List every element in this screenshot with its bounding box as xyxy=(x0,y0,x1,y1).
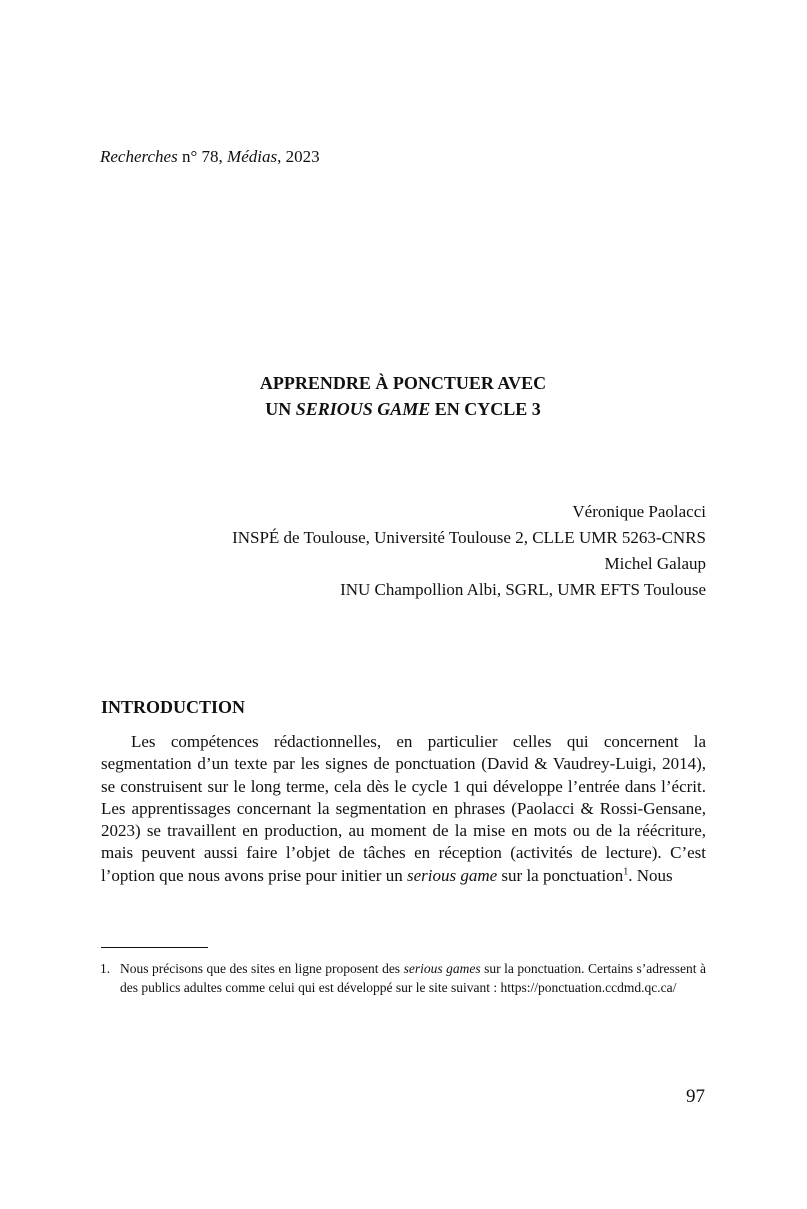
body-paragraph xyxy=(101,731,706,887)
title-line-2-suffix: EN CYCLE 3 xyxy=(430,399,541,419)
paragraph-text: . Nous xyxy=(628,865,673,885)
footnote xyxy=(100,960,706,997)
issue-theme: Médias xyxy=(227,147,278,166)
running-head xyxy=(100,147,320,167)
journal-name: Recherches xyxy=(100,147,178,166)
paragraph-text: Les compétences rédactionnelles, en particulier celles qui concernent la segmentation d’un texte par les signes de ponctuation (David & Vaudrey-Luigi, 2014), se construisent sur le long terme, cela dès le cycle 1 qui développe l’entrée dans l’écrit. Les apprentissages concernant la segmentation en phrases (Paolacci & Rossi-Gensane, 2023) se travaillent en production, au moment de la mise en mots ou de la réécriture, mais peuvent aussi faire l’objet de tâches en réception (activités de lecture). C’est l’option que nous avons prise pour initier un xyxy=(101,732,706,885)
author-affiliation: INU Champollion Albi, SGRL, UMR EFTS Toulouse xyxy=(340,580,706,599)
footnote-text: Nous précisons que des sites en ligne proposent des xyxy=(120,961,404,976)
issue-year: , 2023 xyxy=(277,147,320,166)
title-line-1: APPRENDRE À PONCTUER AVEC xyxy=(259,373,547,393)
author-affiliation: INSPÉ de Toulouse, Université Toulouse 2, CLLE UMR 5263-CNRS xyxy=(232,528,706,547)
footnote-reference[interactable]: 1 xyxy=(623,866,629,878)
author-block xyxy=(232,499,706,603)
journal-number: n° 78, xyxy=(177,147,228,166)
paragraph-italic-term: serious game xyxy=(406,865,498,885)
article-title xyxy=(100,370,706,422)
title-line-2-prefix: UN xyxy=(265,399,296,419)
title-italic-term: SERIOUS GAME xyxy=(295,399,431,419)
paragraph-text: sur la ponctuation xyxy=(497,865,624,885)
author-name: Michel Galaup xyxy=(604,554,706,573)
footnote-text: sur la ponctuation. Certains s’adressent à des publics adultes comme celui qui est développé sur le site suivant : https://ponctuation.ccdmd.qc.ca/ xyxy=(120,961,706,995)
footnote-number: 1. xyxy=(100,961,111,976)
title-line-2 xyxy=(100,396,706,422)
author-name: Véronique Paolacci xyxy=(572,502,706,521)
footnote-italic-term: serious games xyxy=(403,961,481,976)
page-number: 97 xyxy=(686,1086,705,1107)
footnote-divider xyxy=(101,947,208,948)
section-heading: INTRODUCTION xyxy=(101,697,246,717)
